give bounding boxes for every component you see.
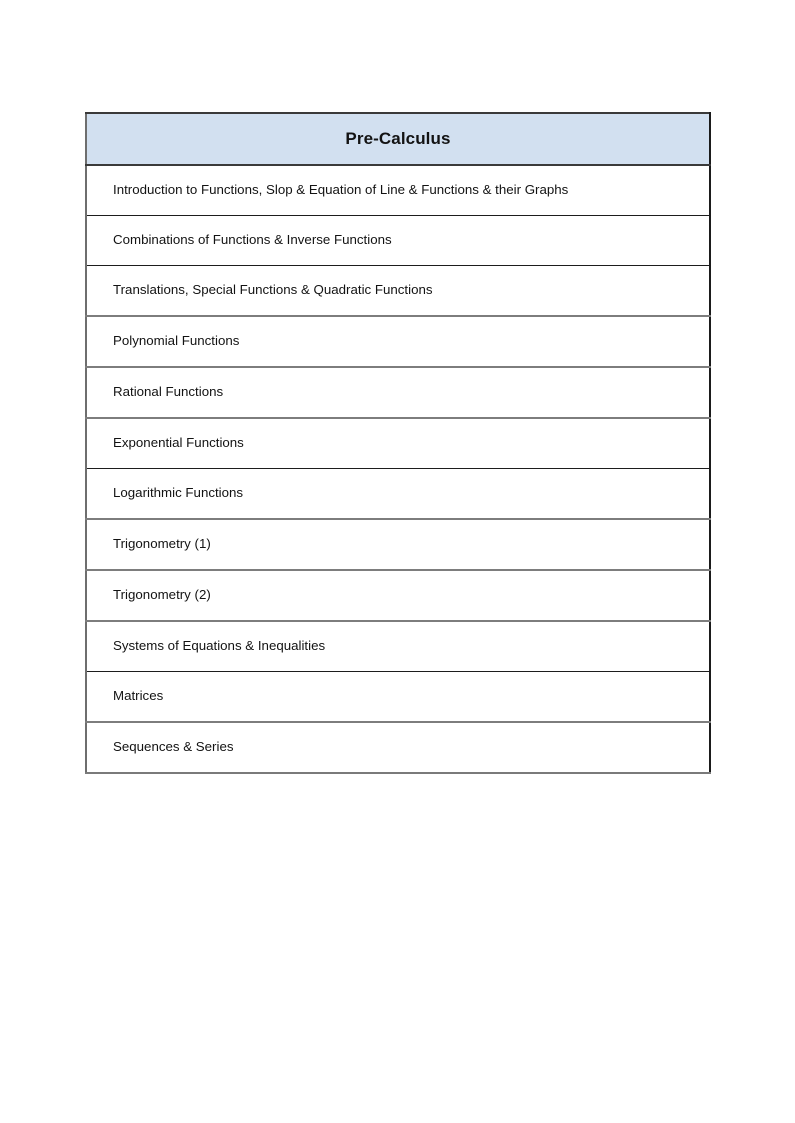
table-body: [86, 165, 710, 773]
table-row: [86, 367, 710, 418]
table-row: [86, 418, 710, 469]
topic-cell: Introduction to Functions, Slop & Equation of Line & Functions & their Graphs: [86, 165, 710, 216]
table-title: Pre-Calculus: [86, 113, 710, 165]
table-row: [86, 672, 710, 723]
topic-cell: Combinations of Functions & Inverse Functions: [86, 216, 710, 266]
topic-cell: Rational Functions: [86, 367, 710, 418]
pre-calculus-syllabus-table: [85, 112, 711, 774]
table-row: [86, 216, 710, 266]
topic-cell: Trigonometry (1): [86, 519, 710, 570]
table-row: [86, 621, 710, 672]
table-row: [86, 519, 710, 570]
topic-cell: Systems of Equations & Inequalities: [86, 621, 710, 672]
table-row: [86, 316, 710, 367]
topic-cell: Matrices: [86, 672, 710, 723]
table-header: [86, 113, 710, 165]
table-row: [86, 165, 710, 216]
table-row: [86, 469, 710, 520]
table-row: [86, 266, 710, 317]
table-row: [86, 570, 710, 621]
table-row: [86, 722, 710, 773]
table-header-row: [86, 113, 710, 165]
topic-cell: Polynomial Functions: [86, 316, 710, 367]
topic-cell: Translations, Special Functions & Quadratic Functions: [86, 266, 710, 317]
topic-cell: Trigonometry (2): [86, 570, 710, 621]
topic-cell: Sequences & Series: [86, 722, 710, 773]
topic-cell: Logarithmic Functions: [86, 469, 710, 520]
topic-cell: Exponential Functions: [86, 418, 710, 469]
